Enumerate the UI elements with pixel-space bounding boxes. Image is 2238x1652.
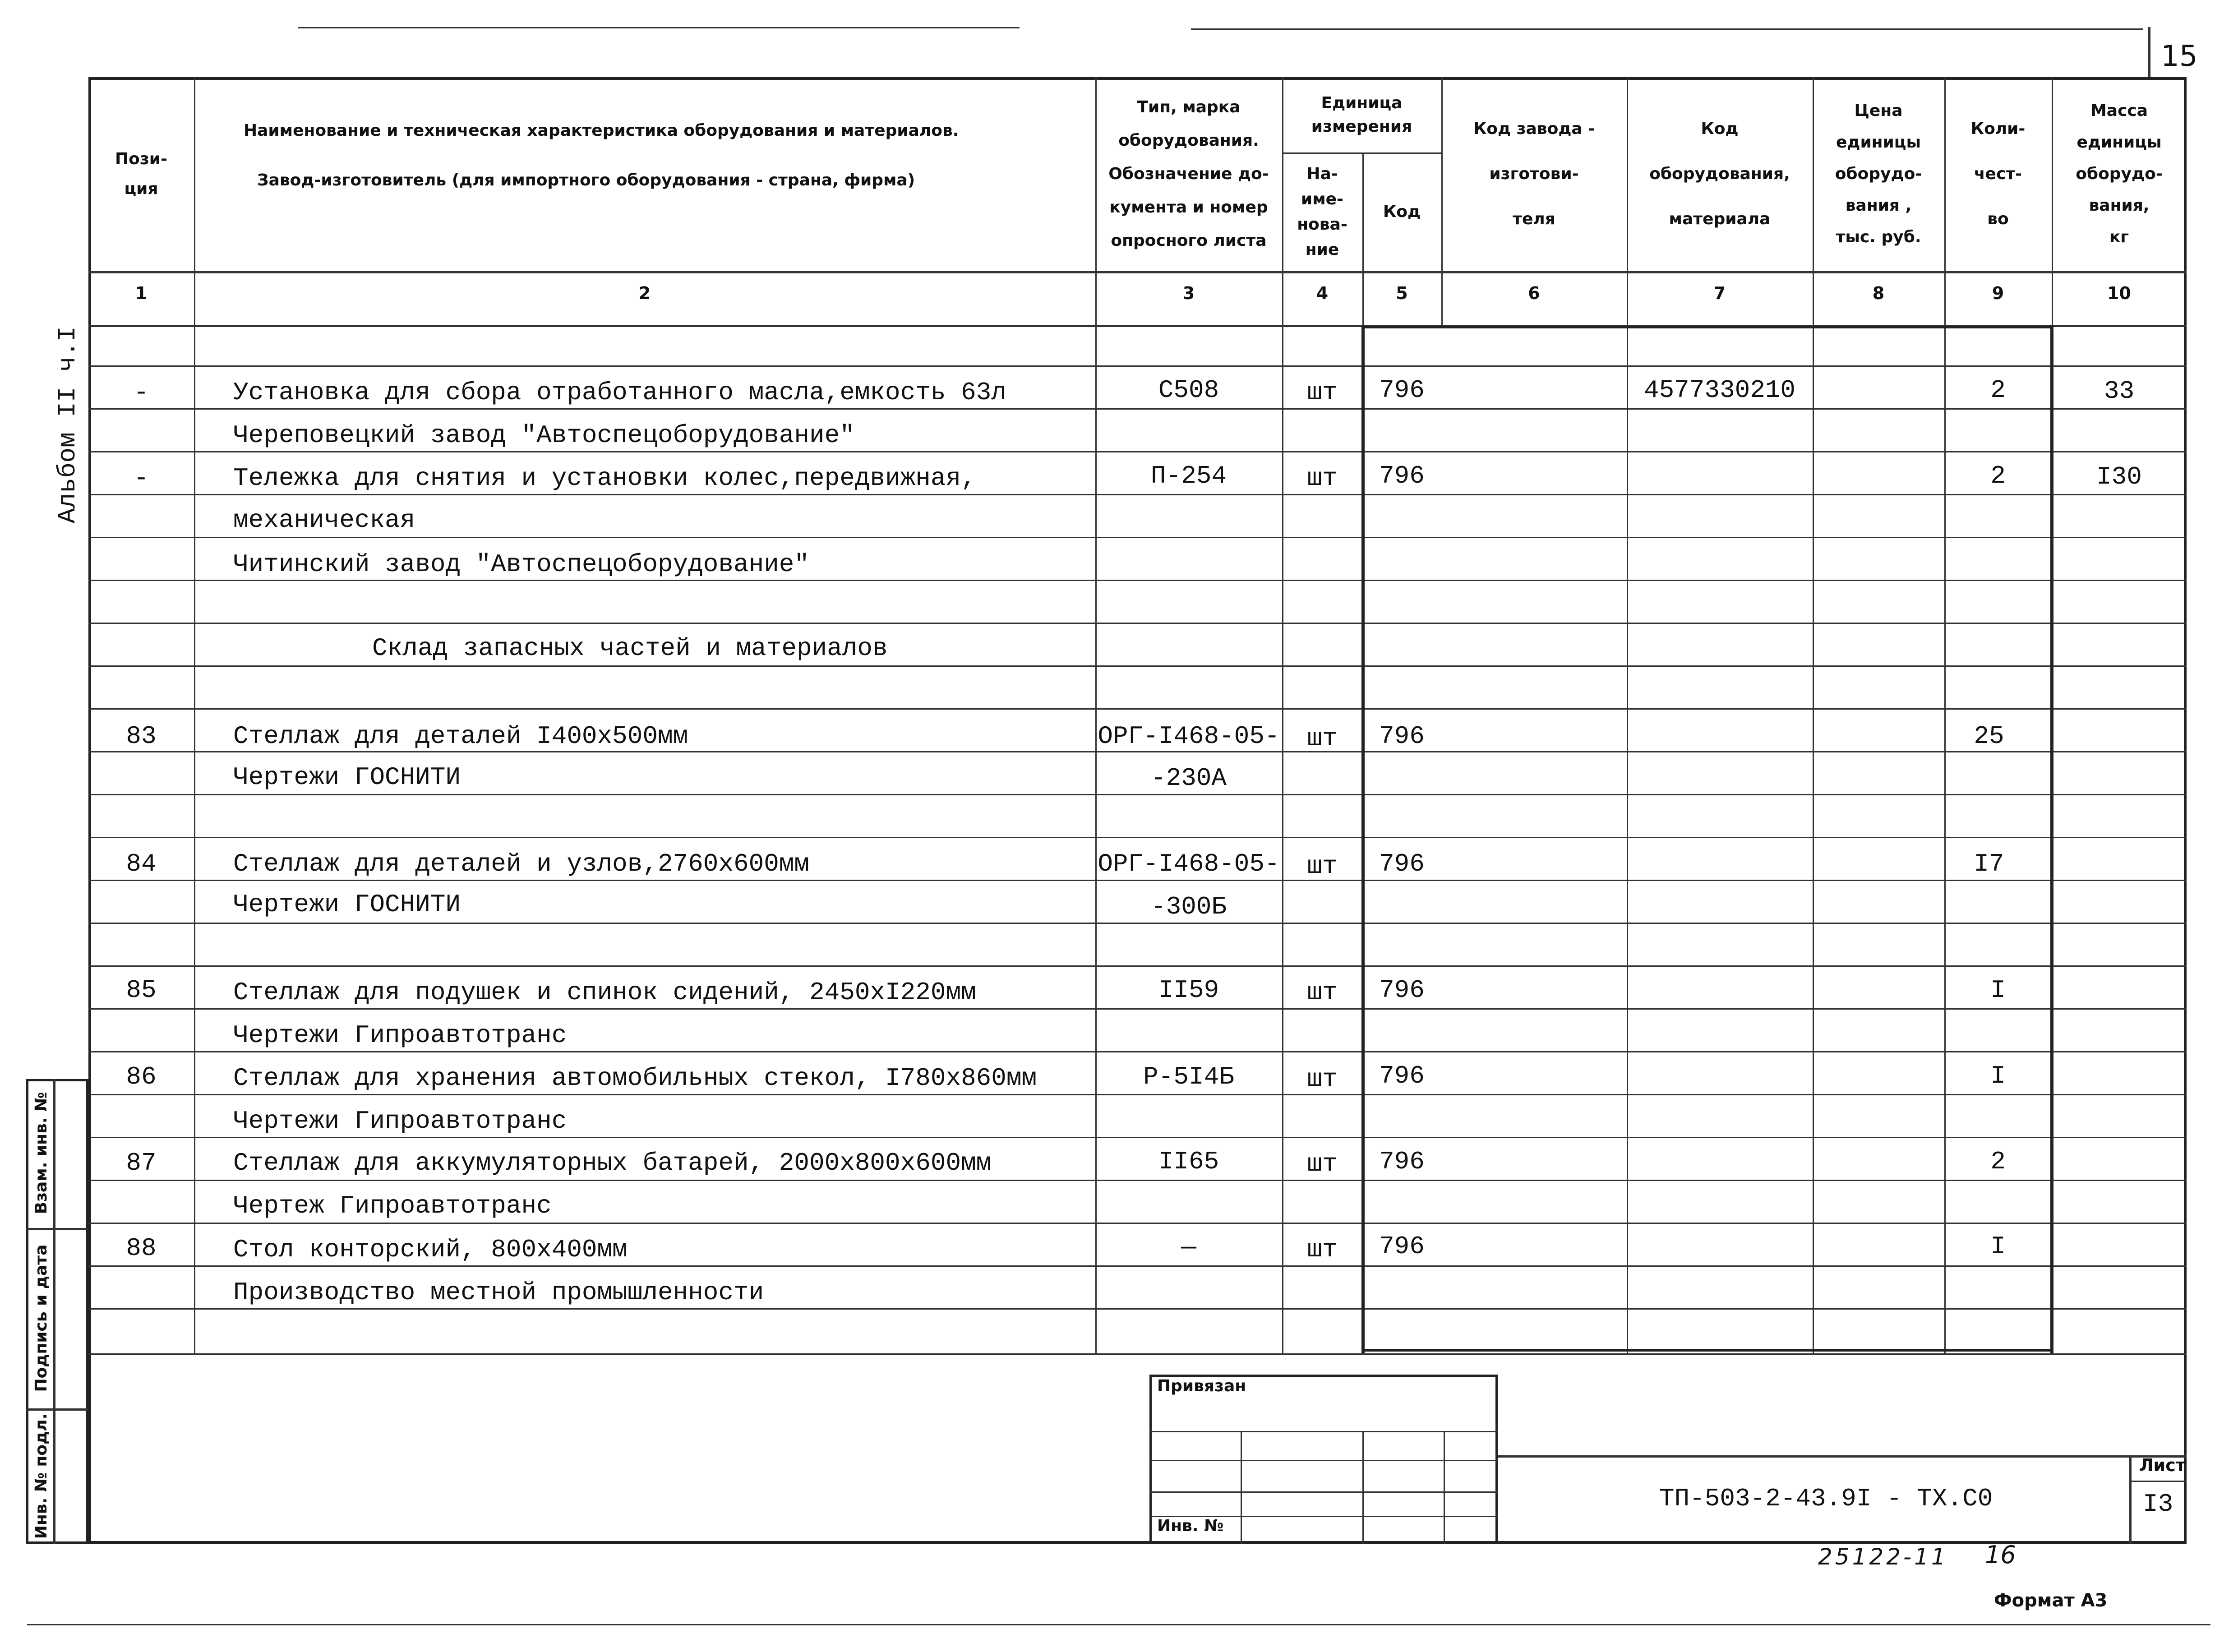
column-number: 3 (1182, 283, 1195, 303)
row-mass: I30 (2096, 462, 2142, 491)
row-mass: 33 (2104, 377, 2135, 406)
stamp-vzam-inv: Взам. инв. № (32, 1092, 51, 1214)
row-code: 796 (1379, 376, 1425, 405)
row-type: -300Б (1150, 892, 1227, 921)
column-number: 9 (1992, 283, 2004, 303)
bottom-rule (27, 1624, 2210, 1625)
top-rule-right (1191, 28, 2143, 30)
row-name: Читинский завод "Автоспецоборудование" (233, 550, 810, 579)
header-price: Цена единицы оборудо- вания , тыс. руб. (1835, 102, 1922, 246)
top-rule-left (298, 27, 1020, 28)
row-unit: шт (1307, 1235, 1338, 1264)
archive-number: 25122-11 (1818, 1544, 1948, 1570)
row-quantity: I7 (1974, 849, 2004, 878)
row-quantity: I (1990, 1232, 2006, 1261)
row-unit: шт (1307, 378, 1338, 407)
row-code: 796 (1379, 1147, 1425, 1176)
row-code: 796 (1379, 849, 1425, 878)
row-code: 796 (1379, 1061, 1425, 1090)
row-name: Череповецкий завод "Автоспецоборудование" (233, 421, 855, 450)
sheet-box-mid (2129, 1481, 2187, 1482)
title-block-top (1498, 1455, 2187, 1458)
row-separator (88, 665, 2187, 667)
row-position: 88 (126, 1234, 157, 1263)
row-position: 84 (126, 849, 157, 878)
row-separator (88, 1137, 2187, 1138)
row-unit: шт (1307, 724, 1338, 753)
row-name: Чертеж Гипроавтотранс (233, 1191, 552, 1220)
binding-col-2 (1362, 1431, 1364, 1544)
binding-line-2 (1149, 1460, 1498, 1461)
binding-line-3 (1149, 1491, 1498, 1493)
binding-label: Привязан (1157, 1377, 1246, 1395)
table-bottom-line (88, 1353, 2187, 1355)
row-code: 796 (1379, 461, 1425, 490)
document-code: ТП-503-2-43.9I - ТХ.С0 (1659, 1484, 1993, 1513)
row-separator (88, 623, 2187, 624)
row-separator (88, 708, 2187, 710)
row-quantity: I (1990, 1061, 2006, 1090)
sheet-number: I3 (2143, 1490, 2173, 1518)
row-type: Р-5I4Б (1143, 1062, 1234, 1091)
column-number: 10 (2107, 283, 2131, 303)
row-name: Чертежи ГОСНИТИ (233, 890, 461, 919)
row-name: Стеллаж для деталей I400x500мм (233, 722, 688, 751)
binding-line-1 (1149, 1431, 1498, 1432)
column-number: 5 (1396, 283, 1408, 303)
row-separator (88, 451, 2187, 452)
column-number: 4 (1316, 283, 1329, 303)
header-type: Тип, марка оборудования. Обозначение до- кумента и номер опросного листа (1108, 98, 1269, 250)
row-position: 85 (126, 976, 157, 1005)
row-separator (88, 1051, 2187, 1052)
row-separator (88, 1180, 2187, 1181)
row-separator (88, 1008, 2187, 1010)
row-type: — (1181, 1233, 1196, 1262)
row-quantity: 2 (1990, 461, 2006, 490)
header-factory-code: Код завода - изготови- теля (1473, 120, 1595, 228)
row-name: Стол конторский, 800x400мм (233, 1235, 628, 1264)
header-name: Наименование и техническая характеристика оборудования и материалов. Завод-изготовитель (для импортного оборудования - страна, фирма) (244, 121, 959, 189)
binding-col-3 (1444, 1431, 1445, 1544)
row-separator (88, 923, 2187, 924)
row-code: 796 (1379, 1232, 1425, 1261)
sheet-label: Лист (2139, 1455, 2186, 1475)
sheet-box-left (2129, 1455, 2132, 1544)
margin-stamp-divider (53, 1079, 55, 1544)
row-separator (88, 1094, 2187, 1095)
row-name: Чертежи Гипроавтотранс (233, 1021, 567, 1050)
row-equipment-code: 4577330210 (1643, 376, 1796, 405)
row-position: 87 (126, 1149, 157, 1177)
column-number: 8 (1872, 283, 1885, 303)
album-label: Альбом II ч.I (53, 326, 82, 523)
binding-col-1 (1241, 1431, 1242, 1544)
row-position: 83 (126, 722, 157, 751)
header-position: Пози- ция (115, 150, 167, 198)
row-name: Тележка для снятия и установки колес,передвижная, (233, 464, 976, 493)
section-heading: Склад запасных частей и материалов (372, 634, 888, 663)
row-type: ОРГ-I468-05- (1098, 849, 1280, 878)
header-bottom-line (88, 271, 2187, 273)
row-type: II65 (1158, 1147, 1219, 1176)
column-number: 2 (638, 283, 651, 303)
row-name: Чертежи Гипроавтотранс (233, 1107, 567, 1135)
row-separator (88, 408, 2187, 410)
row-unit: шт (1307, 852, 1338, 881)
inventory-label: Инв. № (1157, 1517, 1224, 1535)
row-separator (88, 365, 2187, 367)
row-name: Установка для сбора отработанного масла,емкость 63л (233, 378, 1006, 407)
row-type: П-254 (1150, 461, 1227, 490)
row-unit: шт (1307, 1065, 1338, 1094)
row-separator (88, 537, 2187, 538)
header-unit-name: На- име- нова- ние (1297, 164, 1347, 259)
row-separator (88, 965, 2187, 967)
row-quantity: I (1990, 976, 2006, 1005)
row-separator (88, 1223, 2187, 1224)
row-code: 796 (1379, 722, 1425, 751)
bold-box-bottom (1361, 1349, 2053, 1352)
stamp-inv-podl: Инв. № подл. (32, 1413, 51, 1539)
row-position: - (134, 378, 149, 407)
format-label: Формат А3 (1994, 1590, 2108, 1611)
archive-page: 16 (1985, 1541, 2016, 1569)
stamp-podpis-data: Подпись и дата (32, 1244, 51, 1392)
row-quantity: 25 (1974, 722, 2004, 751)
row-name: Стеллаж для аккумуляторных батарей, 2000x800x600мм (233, 1149, 992, 1177)
row-type: -230А (1150, 764, 1227, 793)
header-unit: Единица измерения (1311, 93, 1412, 136)
row-separator (88, 494, 2187, 495)
row-quantity: 2 (1990, 376, 2006, 405)
row-unit: шт (1307, 1149, 1338, 1178)
row-name: Стеллаж для деталей и узлов,2760x600мм (233, 849, 810, 878)
row-separator (88, 1265, 2187, 1267)
column-number: 1 (135, 283, 148, 303)
row-type: ОРГ-I468-05- (1098, 722, 1280, 751)
row-name: Стеллаж для хранения автомобильных стекол, I780x860мм (233, 1064, 1037, 1093)
row-separator (88, 794, 2187, 795)
row-position: 86 (126, 1062, 157, 1091)
row-separator (88, 1308, 2187, 1310)
row-separator (88, 837, 2187, 838)
row-name: Производство местной промышленности (233, 1278, 764, 1307)
row-unit: шт (1307, 464, 1338, 493)
row-quantity: 2 (1990, 1147, 2006, 1176)
header-mass: Масса единицы оборудо- вания, кг (2076, 102, 2163, 246)
header-quantity: Коли- чест- во (1970, 120, 2026, 228)
row-unit: шт (1307, 978, 1338, 1007)
row-position: - (134, 464, 149, 493)
column-number: 7 (1713, 283, 1726, 303)
header-unit-code: Код (1383, 202, 1421, 221)
page-number-divider (2148, 27, 2150, 79)
row-name: Чертежи ГОСНИТИ (233, 763, 461, 792)
row-name: механическая (233, 506, 415, 535)
row-code: 796 (1379, 976, 1425, 1005)
row-type: II59 (1158, 976, 1219, 1005)
bold-box-top (1361, 326, 2053, 328)
column-number: 6 (1528, 283, 1540, 303)
row-type: С508 (1158, 376, 1219, 405)
col-line-1 (194, 77, 195, 1353)
row-separator (88, 880, 2187, 881)
header-equipment-code: Код оборудования, материала (1649, 120, 1790, 228)
page-number: 15 (2161, 40, 2198, 73)
row-name: Стеллаж для подушек и спинок сидений, 2450xI220мм (233, 978, 976, 1007)
